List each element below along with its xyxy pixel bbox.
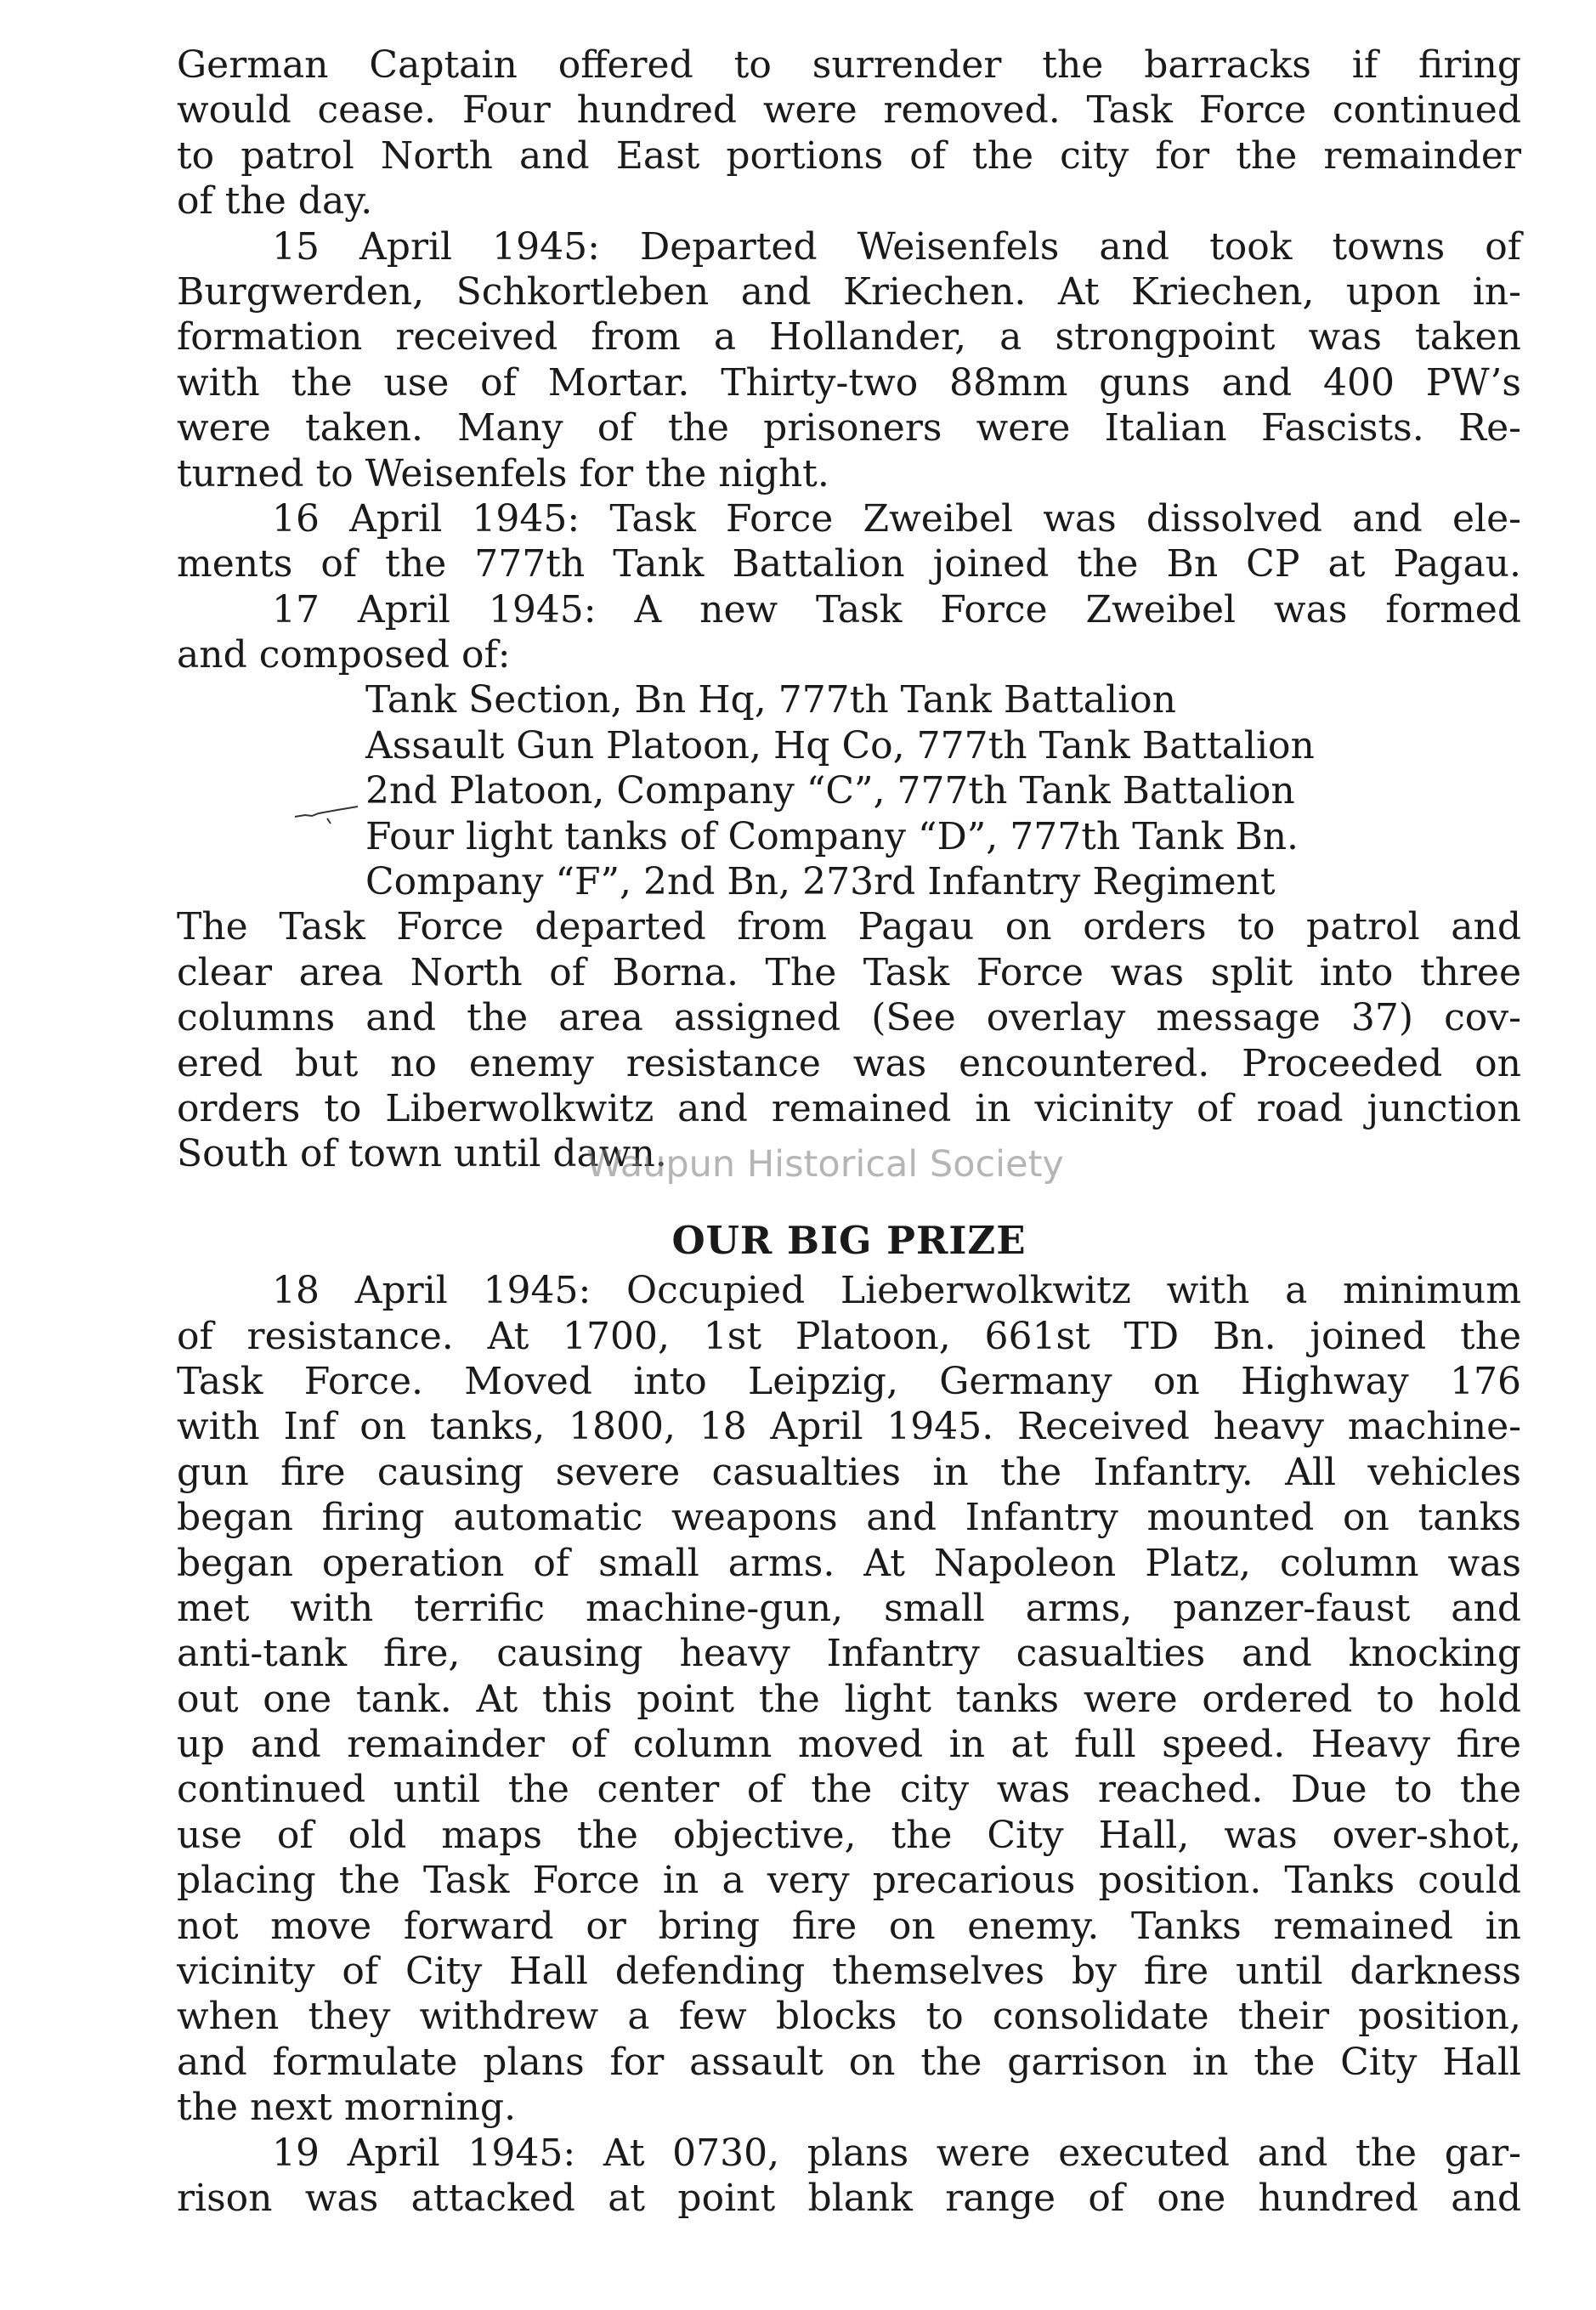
text-line: ered but no enemy resistance was encountered. Proceeded on: [177, 1041, 1521, 1085]
text-line: up and remainder of column moved in at full speed. Heavy fire: [177, 1723, 1521, 1767]
list-item: 2nd Platoon, Company “C”, 777th Tank Battalion: [365, 769, 1295, 813]
document-page: [177, 42, 1521, 2221]
text-line: German Captain offered to surrender the barracks if firing: [177, 43, 1521, 87]
text-line: were taken. Many of the prisoners were Italian Fascists. Re-: [177, 406, 1521, 450]
text-line: began firing automatic weapons and Infantry mounted on tanks: [177, 1496, 1521, 1540]
text-line: met with terrific machine-gun, small arms, panzer-faust and: [177, 1586, 1521, 1630]
text-line: not move forward or bring fire on enemy. Tanks remained in: [177, 1904, 1521, 1948]
pen-mark-icon: [293, 795, 361, 829]
text-line: began operation of small arms. At Napoleon Platz, column was: [177, 1541, 1521, 1585]
text-line: gun fire causing severe casualties in the Infantry. All vehicles: [177, 1450, 1521, 1494]
text-line: and formulate plans for assault on the garrison in the City Hall: [177, 2040, 1521, 2084]
text-line: to patrol North and East portions of the city for the remainder: [177, 133, 1521, 178]
text-line: formation received from a Hollander, a strongpoint was taken: [177, 315, 1521, 360]
watermark: Waupun Historical Society: [586, 1143, 1064, 1186]
list-item: Four light tanks of Company “D”, 777th Tank Bn.: [365, 814, 1299, 858]
paragraph-18-april: [177, 1268, 1521, 2130]
text-line: when they withdrew a few blocks to consolidate their position,: [177, 1995, 1521, 2039]
text-line: columns and the area assigned (See overlay message 37) cov-: [177, 996, 1521, 1040]
list-item: Company “F”, 2nd Bn, 273rd Infantry Regiment: [365, 860, 1276, 904]
list-item: Tank Section, Bn Hq, 777th Tank Battalion: [365, 678, 1176, 722]
section-heading: OUR BIG PRIZE: [671, 1217, 1027, 1263]
paragraph-17-april: [177, 587, 1521, 678]
paragraph-15-april: [177, 224, 1521, 496]
text-line: anti-tank fire, causing heavy Infantry casualties and knocking: [177, 1632, 1521, 1676]
text-line: The Task Force departed from Pagau on orders to patrol and: [177, 905, 1521, 949]
text-line: South of town until dawn.: [177, 1132, 667, 1176]
task-force-composition-list: [177, 677, 1521, 904]
text-line: with the use of Mortar. Thirty-two 88mm guns and 400 PW’s: [177, 360, 1521, 405]
text-line: 18 April 1945: Occupied Lieberwolkwitz with a minimum: [272, 1269, 1521, 1313]
paragraph-barracks-surrender: [177, 42, 1521, 224]
text-line: rison was attacked at point blank range of one hundred and: [177, 2176, 1521, 2220]
text-line: Task Force. Moved into Leipzig, Germany on Highway 176: [177, 1359, 1521, 1403]
text-line: 17 April 1945: A new Task Force Zweibel was formed: [272, 587, 1521, 631]
text-line: of resistance. At 1700, 1st Platoon, 661st TD Bn. joined the: [177, 1314, 1521, 1358]
list-item: Assault Gun Platoon, Hq Co, 777th Tank Battalion: [365, 723, 1315, 767]
text-line: 19 April 1945: At 0730, plans were executed and the gar-: [272, 2131, 1521, 2175]
text-line: would cease. Four hundred were removed. Task Force continued: [177, 88, 1521, 133]
paragraph-19-april: [177, 2131, 1521, 2222]
text-line: 15 April 1945: Departed Weisenfels and took towns of: [272, 224, 1521, 269]
paragraph-patrol-borna: [177, 904, 1521, 1176]
text-line: ments of the 777th Tank Battalion joined the Bn CP at Pagau.: [177, 542, 1521, 586]
text-line: continued until the center of the city was reached. Due to the: [177, 1768, 1521, 1812]
text-line: of the day.: [177, 179, 373, 224]
text-line: use of old maps the objective, the City Hall, was over-shot,: [177, 1813, 1521, 1857]
text-line: Burgwerden, Schkortleben and Kriechen. At Kriechen, upon in-: [177, 269, 1521, 314]
text-line: orders to Liberwolkwitz and remained in vicinity of road junction: [177, 1086, 1521, 1130]
text-line: out one tank. At this point the light tanks were ordered to hold: [177, 1677, 1521, 1721]
text-line: with Inf on tanks, 1800, 18 April 1945. Received heavy machine-: [177, 1405, 1521, 1449]
text-line: 16 April 1945: Task Force Zweibel was dissolved and ele-: [272, 496, 1521, 541]
text-line: turned to Weisenfels for the night.: [177, 451, 829, 495]
text-line: vicinity of City Hall defending themselves by fire until darkness: [177, 1950, 1521, 1994]
text-line: and composed of:: [177, 633, 511, 677]
text-line: placing the Task Force in a very precarious position. Tanks could: [177, 1859, 1521, 1903]
text-line: the next morning.: [177, 2086, 517, 2130]
text-line: clear area North of Borna. The Task Force was split into three: [177, 950, 1521, 994]
paragraph-16-april: [177, 496, 1521, 587]
